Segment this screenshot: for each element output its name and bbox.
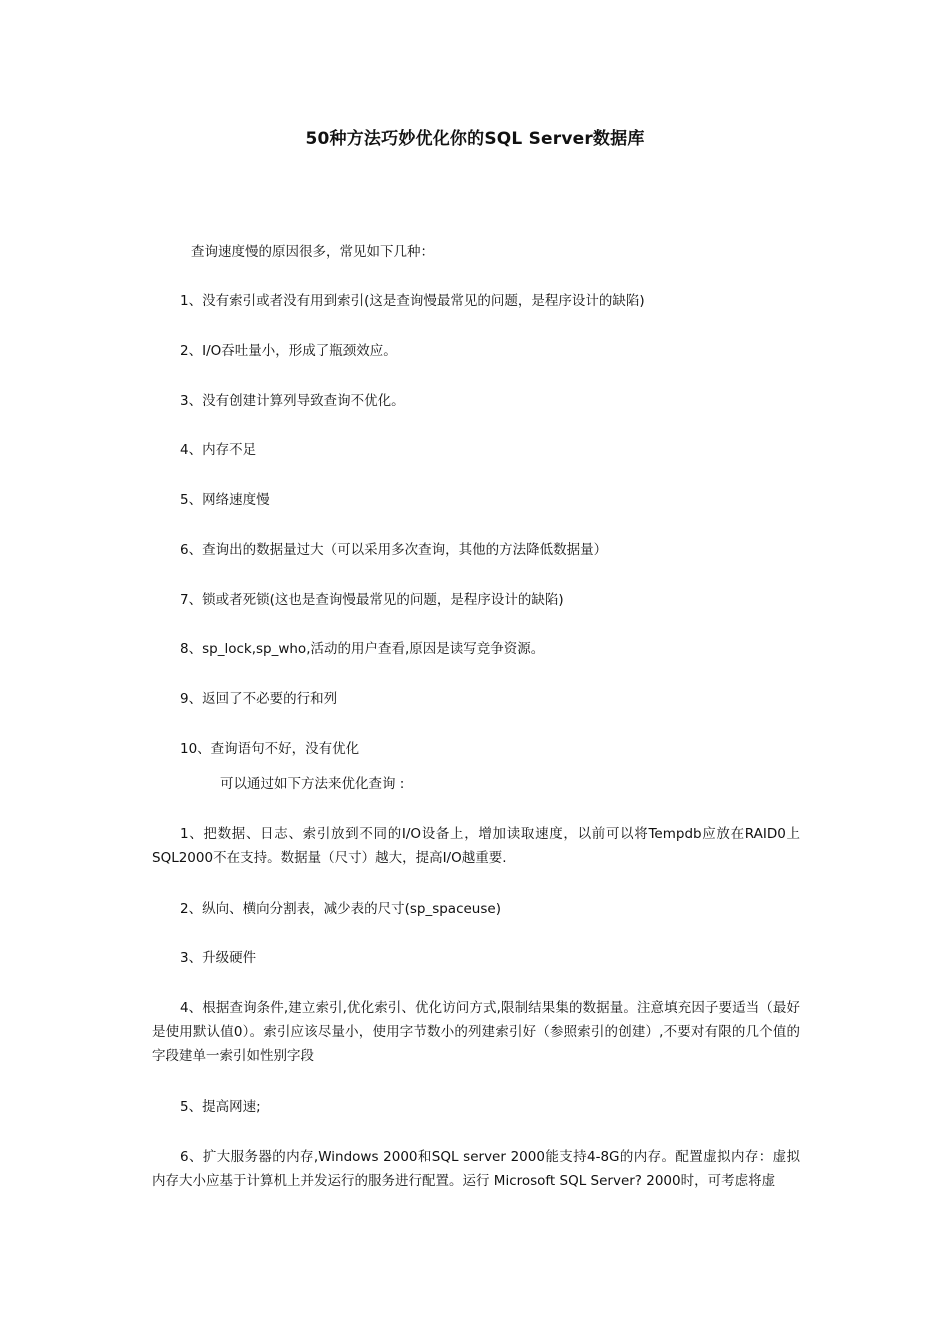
cause-item: 4、内存不足 xyxy=(180,442,257,458)
methods-intro: 可以通过如下方法来优化查询 : xyxy=(220,776,405,792)
cause-item: 5、网络速度慢 xyxy=(180,492,270,508)
method-item: 3、升级硬件 xyxy=(180,950,257,966)
cause-item: 3、没有创建计算列导致查询不优化。 xyxy=(180,393,405,409)
method-item: 5、提高网速; xyxy=(180,1099,261,1115)
document-title: 50种方法巧妙优化你的SQL Server数据库 xyxy=(305,129,645,149)
cause-item: 7、锁或者死锁(这也是查询慢最常见的问题，是程序设计的缺陷) xyxy=(180,592,564,608)
intro-text: 查询速度慢的原因很多，常见如下几种： xyxy=(191,244,434,260)
cause-item: 9、返回了不必要的行和列 xyxy=(180,691,338,707)
cause-item: 6、查询出的数据量过大（可以采用多次查询，其他的方法降低数据量） xyxy=(180,542,608,558)
method-item: 2、纵向、横向分割表，减少表的尺寸(sp_spaceuse) xyxy=(180,901,501,917)
method-item: 4、根据查询条件,建立索引,优化索引、优化访问方式,限制结果集的数据量。注意填充因子要适当（最好是使用默认值0）。索引应该尽量小，使用字节数小的列建索引好（参照索引的创建）,不要对有限的几个值的字段建单一索引如性别字段 xyxy=(152,1000,800,1064)
method-item: 6、扩大服务器的内存,Windows 2000和SQL server 2000能支持4-8G的内存。配置虚拟内存：虚拟内存大小应基于计算机上并发运行的服务进行配置。运行 Microsoft SQL Server? 2000时，可考虑将虚 xyxy=(152,1149,800,1189)
cause-item: 2、I/O吞吐量小，形成了瓶颈效应。 xyxy=(180,343,397,359)
cause-item: 8、sp_lock,sp_who,活动的用户查看,原因是读写竞争资源。 xyxy=(180,641,545,657)
cause-item: 10、查询语句不好，没有优化 xyxy=(180,741,360,757)
cause-item: 1、没有索引或者没有用到索引(这是查询慢最常见的问题，是程序设计的缺陷) xyxy=(180,293,645,309)
method-item: 1、把数据、日志、索引放到不同的I/O设备上，增加读取速度，以前可以将Tempdb应放在RAID0上SQL2000不在支持。数据量（尺寸）越大，提高I/O越重要. xyxy=(152,826,800,866)
